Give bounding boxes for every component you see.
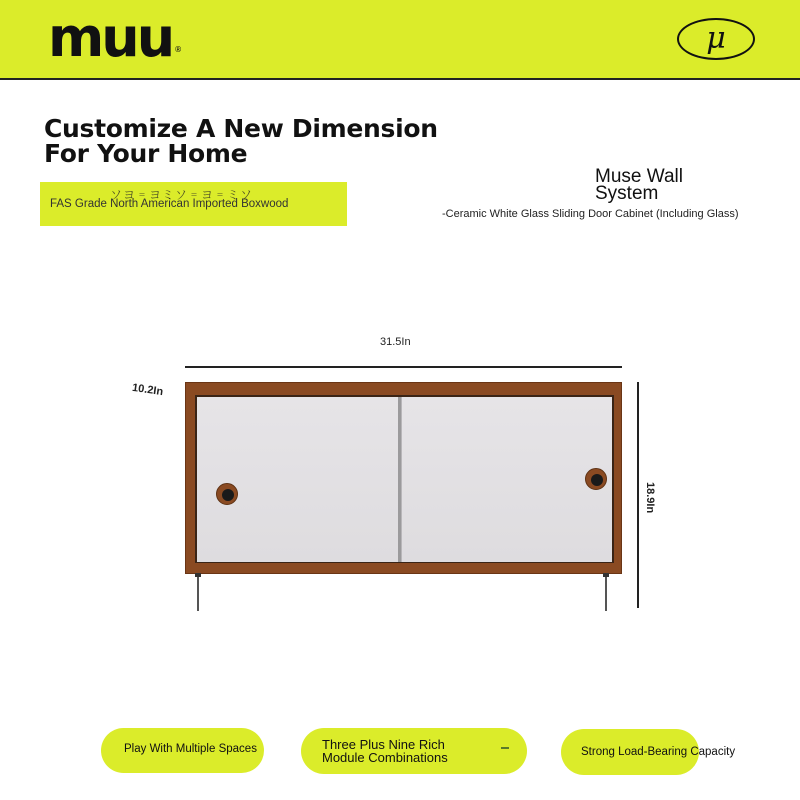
door-handle-right [585, 468, 607, 490]
width-dimension-line [185, 366, 622, 368]
width-dimension-label: 31.5In [380, 336, 411, 348]
sliding-door-right [401, 397, 612, 562]
depth-dimension-label: 10.2In [131, 381, 164, 399]
product-title [595, 168, 683, 202]
cabinet-illustration [185, 382, 622, 574]
feature-pill-spaces [101, 728, 264, 773]
headline-line-1: Customize A New Dimension [44, 114, 438, 143]
mu-glyph: μ [706, 21, 726, 56]
sliding-door-left [197, 397, 398, 562]
headline-line-2: For Your Home [44, 139, 248, 168]
product-title-line-1: Muse Wall [595, 166, 683, 187]
mu-logo-badge[interactable] [677, 18, 755, 60]
top-banner [0, 0, 800, 80]
height-dimension-label: 18.9In [644, 482, 656, 514]
feature-label-line-1: Three Plus Nine Rich [322, 737, 445, 752]
material-label: FAS Grade North American Imported Boxwood [50, 198, 289, 210]
height-dimension-line [637, 382, 639, 608]
brand-name: muu [48, 6, 173, 69]
material-band [40, 182, 347, 226]
page-headline [44, 116, 438, 166]
feature-pill-modules [301, 728, 527, 774]
material-scribble: ソヨ゠ヨミソ゠ヨ゠ミソ [110, 188, 254, 202]
decorative-dash [501, 747, 509, 749]
registered-mark: ® [174, 45, 183, 54]
feature-label: Play With Multiple Spaces [124, 743, 257, 755]
product-subtitle: -Ceramic White Glass Sliding Door Cabinet (Including Glass) [442, 208, 739, 220]
brand-logo[interactable] [48, 6, 183, 70]
product-title-line-2: System [595, 183, 659, 204]
feature-label: Strong Load-Bearing Capacity [581, 746, 736, 758]
cabinet-leg-left [197, 573, 199, 611]
feature-pill-load [561, 729, 736, 775]
cabinet-leg-right [605, 573, 607, 611]
feature-label-line-2: Module Combinations [322, 750, 448, 765]
door-handle-left [216, 483, 238, 505]
